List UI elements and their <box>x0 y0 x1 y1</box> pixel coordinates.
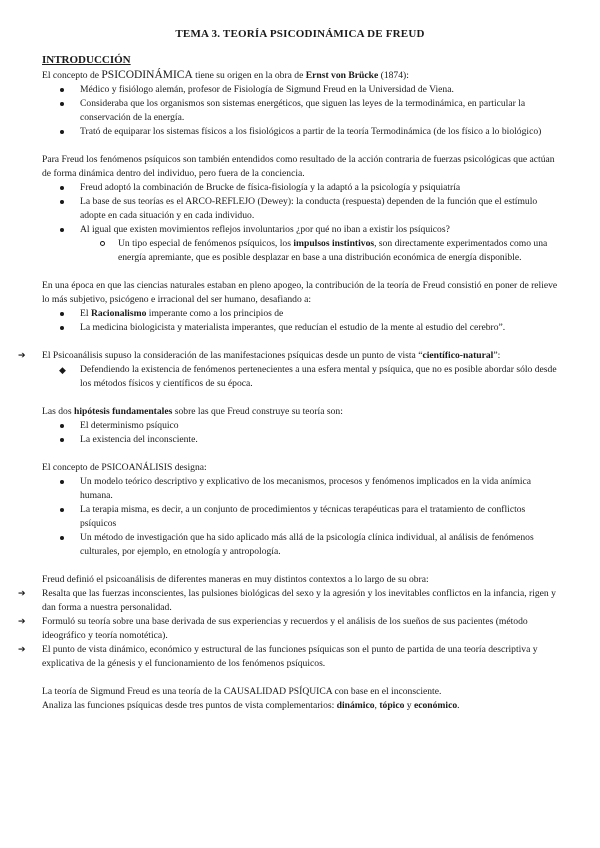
arrow-item: ➔ Resalta que las fuerzas inconscientes, las pulsiones biológicas del sexo y la agresión y los inevitables conflictos en la infancia, rigen y dan forma a nuestra personalidad. <box>18 588 556 613</box>
list-item: La existencia del inconsciente. <box>42 433 562 447</box>
list-item: Freud adoptó la combinación de Brucke de física-fisiología y la adaptó a la psicología y psiquiatría <box>42 181 562 195</box>
paragraph-psicoanalisis-designa: El concepto de PSICOANÁLISIS designa: <box>42 462 207 473</box>
list-item: Médico y fisiólogo alemán, profesor de Fisiología de Sigmund Freud en la Universidad de Viena. <box>42 83 562 97</box>
arrow-icon: ➔ <box>18 617 26 627</box>
section-heading: INTRODUCCIÓN <box>42 54 131 66</box>
arrow-item: ➔ Formuló su teoría sobre una base derivada de sus experiencias y recuerdos y el análisis de los sueños de sus pacientes (método ideográfico y teoría nomotética). <box>18 616 528 641</box>
sub-bullet-list <box>42 237 562 265</box>
paragraph-psicodinamica: El concepto de PSICODINÁMICA tiene su origen en la obra de Ernst von Brücke (1874): <box>42 69 409 81</box>
paragraph-hipotesis: Las dos hipótesis fundamentales sobre las que Freud construye su teoría son: <box>42 406 343 417</box>
paragraph-puntos-de-vista: Analiza las funciones psíquicas desde tres puntos de vista complementarios: dinámico, tópico y económico. <box>42 700 460 711</box>
page-title: TEMA 3. TEORÍA PSICODINÁMICA DE FREUD <box>175 28 425 40</box>
list-item: La terapia misma, es decir, a un conjunto de procedimientos y técnicas terapéuticas para el tratamiento de conflictos psíquicos <box>42 503 562 531</box>
arrow-paragraph-psicoanalisis: ➔ El Psicoanálisis supuso la consideración de las manifestaciones psíquicas desde un punto de vista “científico-natural”: <box>18 350 501 361</box>
bullet-list-desafio <box>42 307 562 335</box>
paragraph-causalidad: La teoría de Sigmund Freud es una teoría de la CAUSALIDAD PSÍQUICA con base en el inconsciente. <box>42 686 442 697</box>
list-item: La medicina biologicista y materialista imperantes, que reducían el estudio de la mente al estudio del cerebro”. <box>42 321 562 335</box>
arrow-item: ➔ El punto de vista dinámico, económico y estructural de las funciones psíquicas son el punto de partida de una teoría descriptiva y explicativa de la génesis y el funcionamiento de los fenómenos psíquicos. <box>18 644 538 669</box>
list-item: Un método de investigación que ha sido aplicado más allá de la psicología clínica individual, al análisis de fenómenos culturales, por ejemplo, en etnología y antropología. <box>42 531 562 559</box>
list-item: Un tipo especial de fenómenos psíquicos, los impulsos instintivos, son directamente experimentados como una energía apremiante, que es posible desplazar en base a una distribución económica de energía disponible. <box>42 237 562 265</box>
list-item: El Racionalismo imperante como a los principios de <box>42 307 562 321</box>
bullet-list-brucke <box>42 83 562 139</box>
list-item: Al igual que existen movimientos reflejos involuntarios ¿por qué no iban a existir los psíquicos? <box>42 223 562 237</box>
bullet-list-freud <box>42 181 562 237</box>
paragraph-freud-fenomenos: Para Freud los fenómenos psíquicos son también entendidos como resultado de la acción contraria de fuerzas psicológicas que actúan de forma dinámica dentro del individuo, pero fuera de la conciencia. <box>42 154 555 179</box>
list-item: Consideraba que los organismos son sistemas energéticos, que siguen las leyes de la termodinámica, en particular la conservación de la energía. <box>42 97 562 125</box>
arrow-icon: ➔ <box>18 351 26 361</box>
document-body <box>18 53 562 713</box>
paragraph-epoca: En una época en que las ciencias naturales estaban en pleno apogeo, la contribución de la teoría de Freud consistió en poner de relieve lo más subjetivo, psicógeno e irracional del ser humano, desafiando a: <box>42 280 558 305</box>
list-item: El determinismo psíquico <box>42 419 562 433</box>
arrow-icon: ➔ <box>18 645 26 655</box>
diamond-list <box>42 363 562 391</box>
list-item: Trató de equiparar los sistemas físicos a los fisiológicos a partir de la teoría Termodinámica (de los físico a lo biológico) <box>42 125 562 139</box>
arrow-icon: ➔ <box>18 589 26 599</box>
list-item: Un modelo teórico descriptivo y explicativo de los mecanismos, procesos y fenómenos implicados en la vida anímica humana. <box>42 475 562 503</box>
paragraph-freud-definio: Freud definió el psicoanálisis de diferentes maneras en muy distintos contextos a lo largo de su obra: <box>42 574 429 585</box>
bullet-list-hipotesis <box>42 419 562 447</box>
list-item: La base de sus teorías es el ARCO-REFLEJO (Dewey): la conducta (respuesta) dependen de la función que el estímulo adopte en cada situación y en cada individuo. <box>42 195 562 223</box>
list-item: ◆ Defendiendo la existencia de fenómenos pertenecientes a una esfera mental y psíquica, que no es posible abordar sólo desde los métodos físicos y científicos de su época. <box>42 363 562 391</box>
bullet-list-designa <box>42 475 562 559</box>
